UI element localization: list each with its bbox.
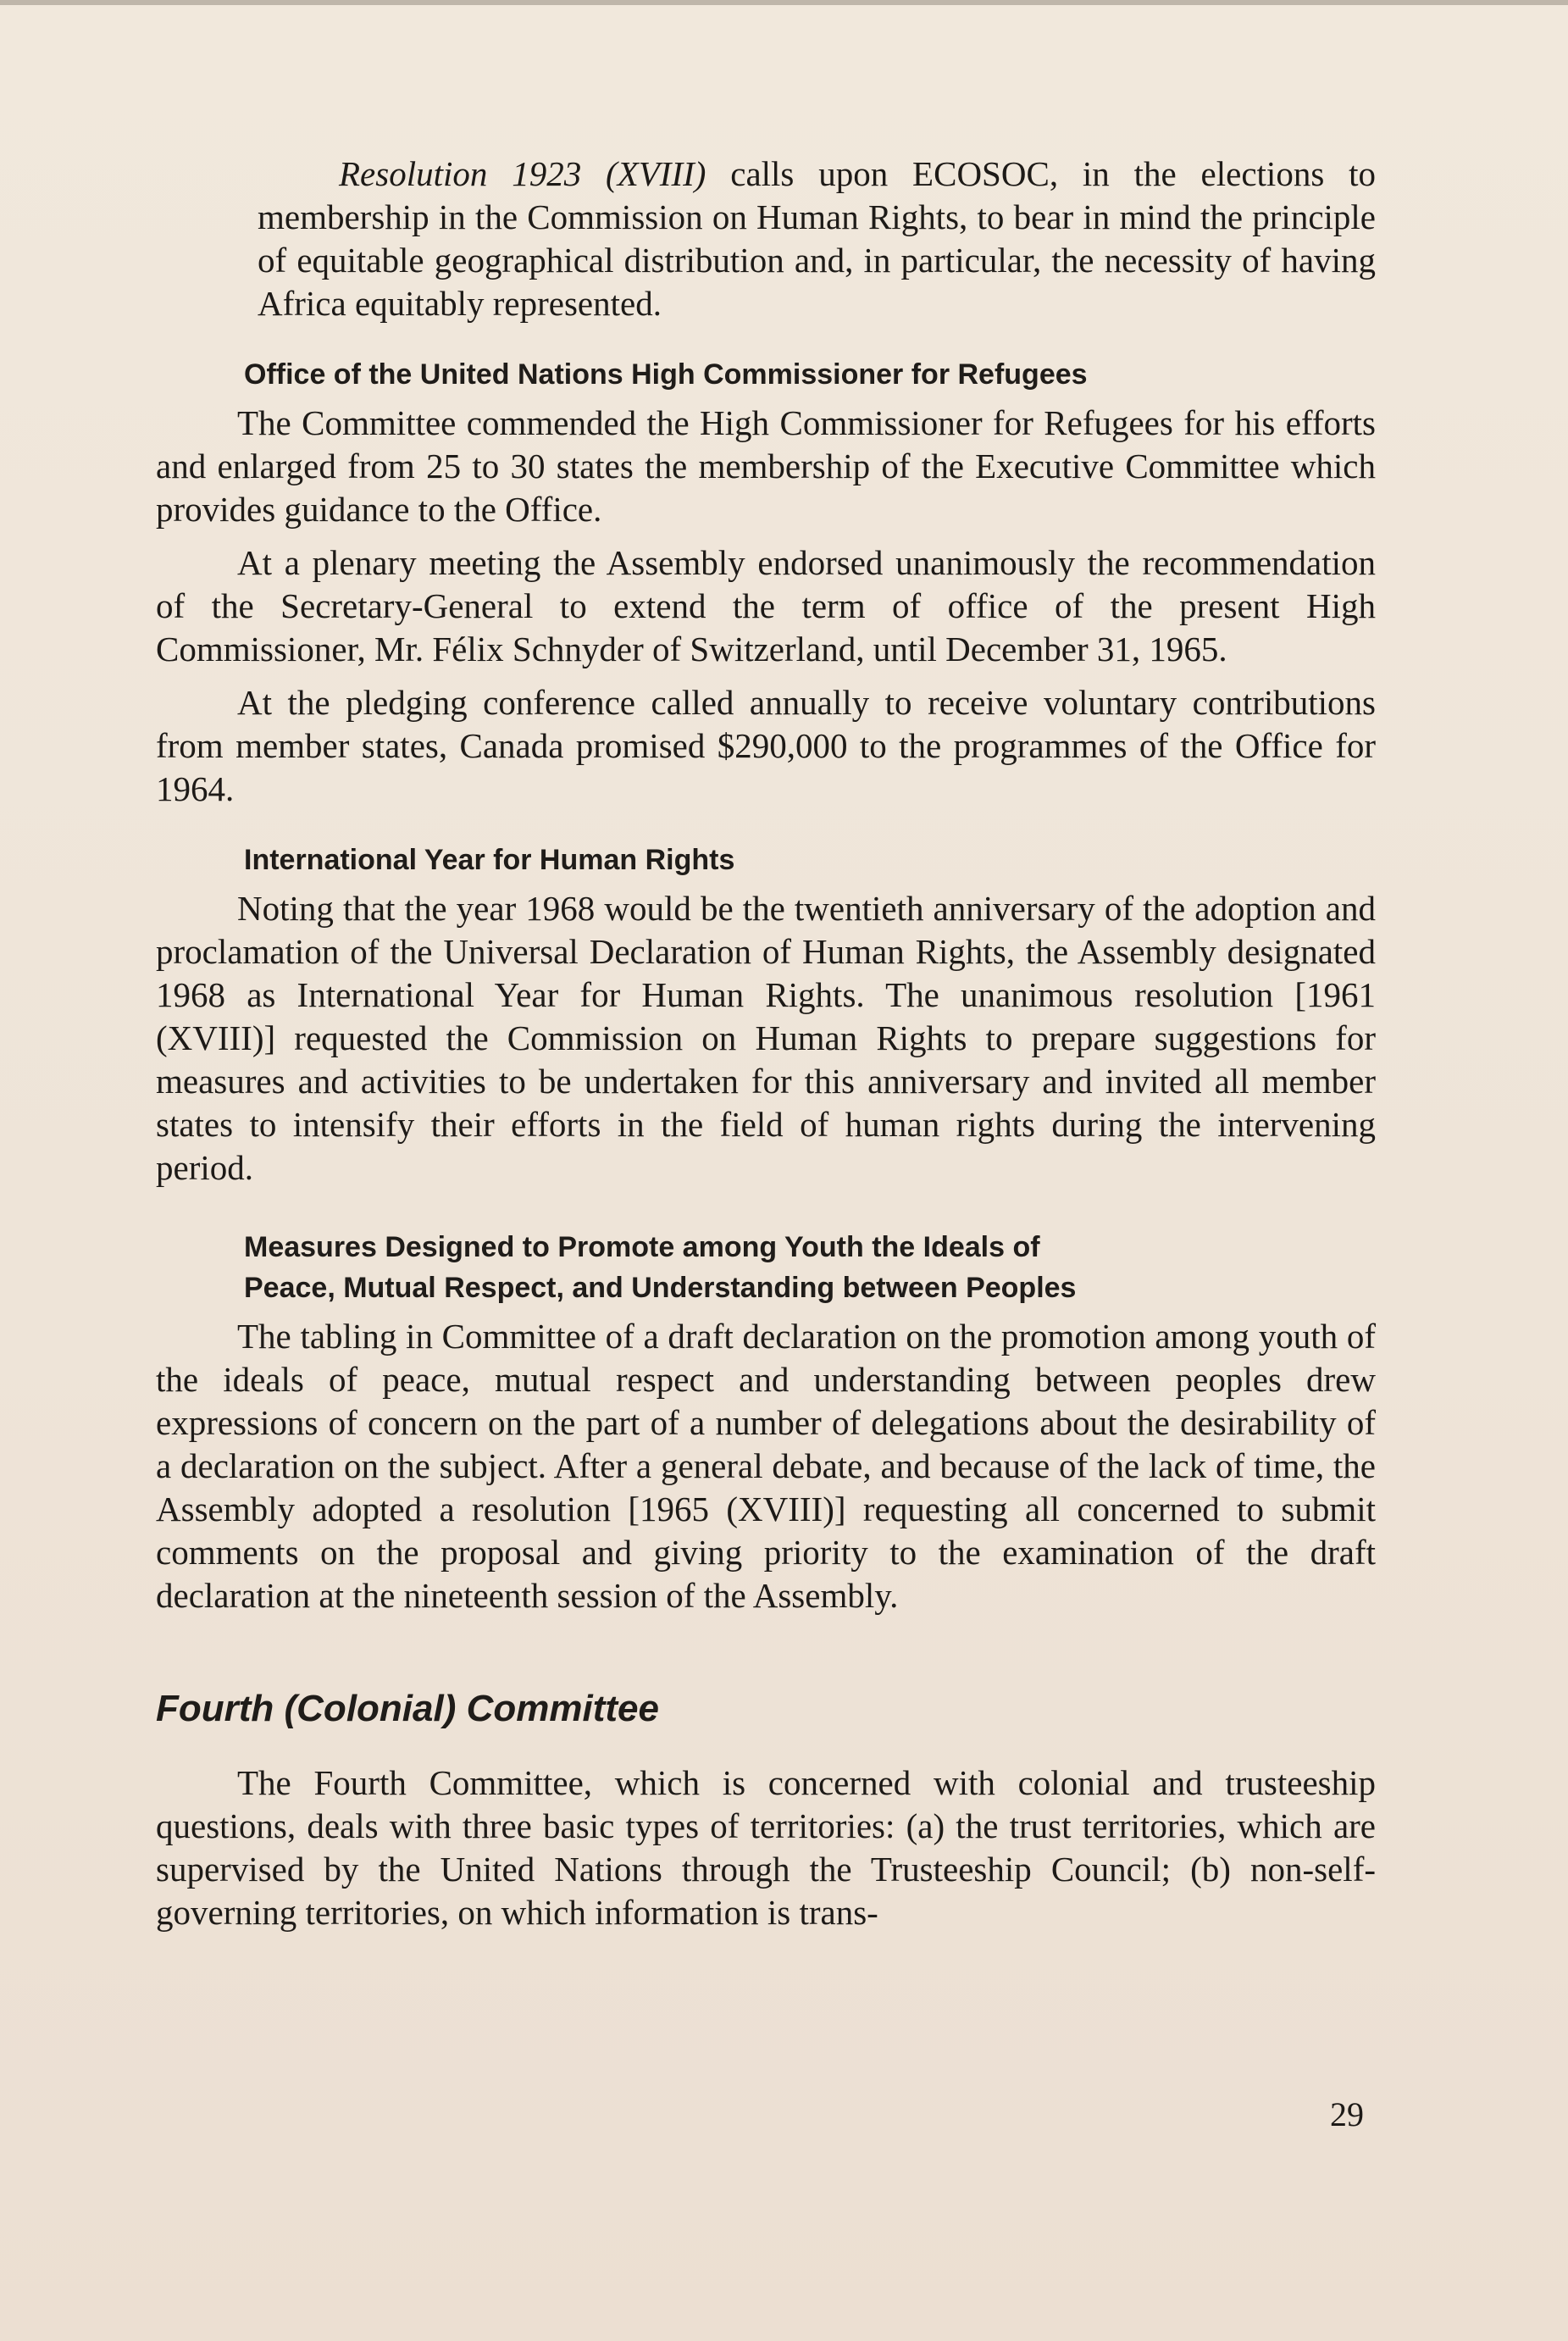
youth-ideals-paragraph: The tabling in Committee of a draft declaration on the promotion among youth of the ideals of peace, mutual respect and understanding between peoples drew expressions of concern on the part of a number of delegations about the desirability of a declaration on the subject. After a general debate, and because of the lack of time, the Assembly adopted a resolution [1965 (XVIII)] requesting all concerned to submit comments on the proposal and giving priority to the examination of the draft declaration at the nineteenth session of the Assembly.	[156, 1317, 1376, 1615]
refugees-heading: Office of the United Nations High Commissioner for Refugees	[244, 358, 1088, 391]
human-rights-year-paragraph: Noting that the year 1968 would be the twentieth anniversary of the adoption and proclamation of the Universal Declaration of Human Rights, the Assembly designated 1968 as International Year for Human Rights. The unanimous resolution [1961 (XVIII)] requested the Commission on Human Rights to prepare suggestions for measures and activities to be undertaken for this anniversary and invited all member states to intensify their efforts in the field of human rights during the intervening period.	[156, 889, 1376, 1187]
refugees-paragraph-3: At the pledging conference called annually to receive voluntary contributions from member states, Canada promised $290,000 to the programmes of the Office for 1964.	[156, 683, 1376, 808]
page-number: 29	[1330, 2095, 1364, 2133]
fourth-committee-heading: Fourth (Colonial) Committee	[156, 1688, 659, 1729]
text-column	[156, 153, 1376, 1934]
intro-paragraph	[258, 153, 1376, 325]
human-rights-year-heading: International Year for Human Rights	[244, 844, 735, 876]
youth-ideals-heading	[244, 1227, 1376, 1308]
youth-ideals-heading-line-1: Measures Designed to Promote among Youth the Ideals of	[244, 1231, 1040, 1263]
fourth-committee-paragraph: The Fourth Committee, which is concerned with colonial and trusteeship questions, deals with three basic types of territories: (a) the trust territories, which are supervised by the United Nations through the Trusteeship Council; (b) non-self-governing territories, on which information is trans-	[156, 1763, 1376, 1932]
refugees-paragraph-2: At a plenary meeting the Assembly endorsed unanimously the recommendation of the Secretary-General to extend the term of office of the present High Commissioner, Mr. Félix Schnyder of Switzerland, until December 31, 1965.	[156, 543, 1376, 668]
intro-text: calls upon ECOSOC, in the elections to membership in the Commission on Human Rights, to bear in mind the principle of equitable geographical distribution and, in particular, the necessity of having Africa equitably represented.	[258, 154, 1377, 323]
page-top-edge	[0, 0, 1568, 5]
refugees-paragraph-1: The Committee commended the High Commissioner for Refugees for his efforts and enlarged from 25 to 30 states the membership of the Executive Committee which provides guidance to the Office.	[156, 403, 1376, 529]
youth-ideals-heading-line-2: Peace, Mutual Respect, and Understanding between Peoples	[244, 1272, 1077, 1304]
resolution-reference: Resolution 1923 (XVIII)	[339, 154, 706, 193]
